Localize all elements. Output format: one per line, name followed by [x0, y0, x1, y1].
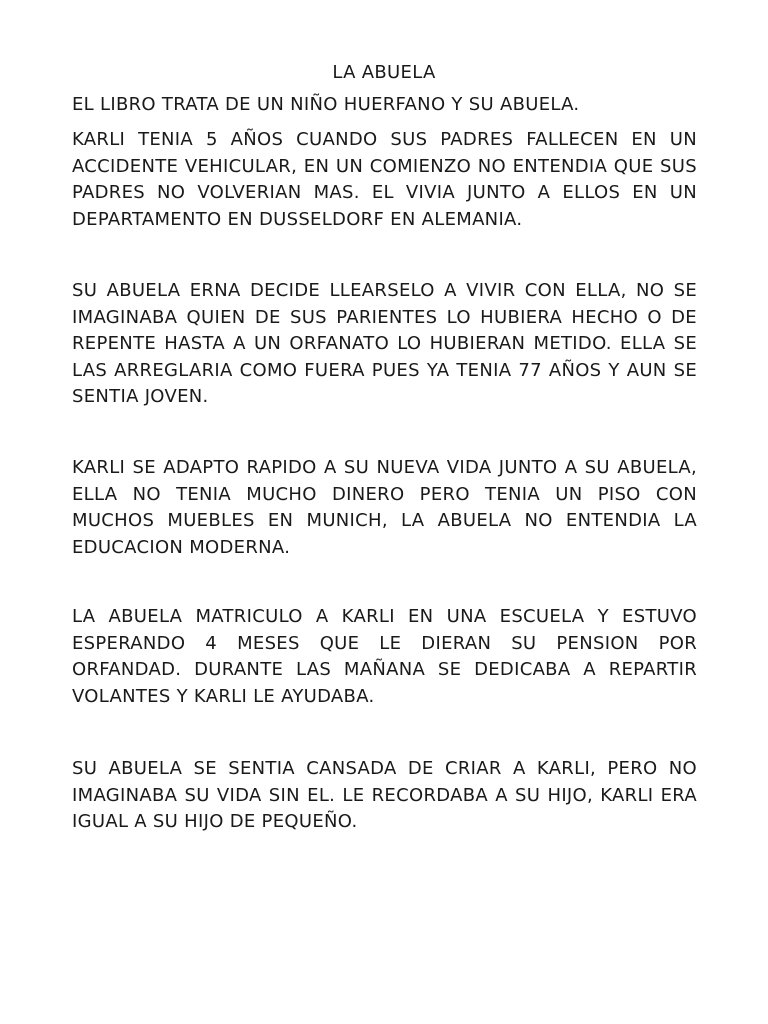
paragraph-1: KARLI TENIA 5 AÑOS CUANDO SUS PADRES FALLECEN EN UN ACCIDENTE VEHICULAR, EN UN COMIENZO NO ENTENDIA QUE SUS PADRES NO VOLVERIAN MAS. EL VIVIA JUNTO A ELLOS EN UN DEPARTAMENTO EN DUSSELDORF EN ALEMANIA. [72, 129, 697, 230]
paragraph-5: SU ABUELA SE SENTIA CANSADA DE CRIAR A KARLI, PERO NO IMAGINABA SU VIDA SIN EL. LE RECORDABA A SU HIJO, KARLI ERA IGUAL A SU HIJO DE PEQUEÑO. [72, 758, 697, 832]
paragraph-2: SU ABUELA ERNA DECIDE LLEARSELO A VIVIR CON ELLA, NO SE IMAGINABA QUIEN DE SUS PARIENTES LO HUBIERA HECHO O DE REPENTE HASTA A UN ORFANATO LO HUBIERAN METIDO. ELLA SE LAS ARREGLARIA COMO FUERA PUES YA TENIA 77 AÑOS Y AUN SE SENTIA JOVEN. [72, 280, 697, 407]
paragraph-3: KARLI SE ADAPTO RAPIDO A SU NUEVA VIDA JUNTO A SU ABUELA, ELLA NO TENIA MUCHO DINERO PERO TENIA UN PISO CON MUCHOS MUEBLES EN MUNICH, LA ABUELA NO ENTENDIA LA EDUCACION MODERNA. [72, 457, 697, 558]
paragraph-4: LA ABUELA MATRICULO A KARLI EN UNA ESCUELA Y ESTUVO ESPERANDO 4 MESES QUE LE DIERAN SU PENSION POR ORFANDAD. DURANTE LAS MAÑANA SE DEDICABA A REPARTIR VOLANTES Y KARLI LE AYUDABA. [72, 606, 697, 707]
intro-paragraph: EL LIBRO TRATA DE UN NIÑO HUERFANO Y SU ABUELA. [72, 94, 580, 115]
document-title: LA ABUELA [332, 62, 436, 83]
